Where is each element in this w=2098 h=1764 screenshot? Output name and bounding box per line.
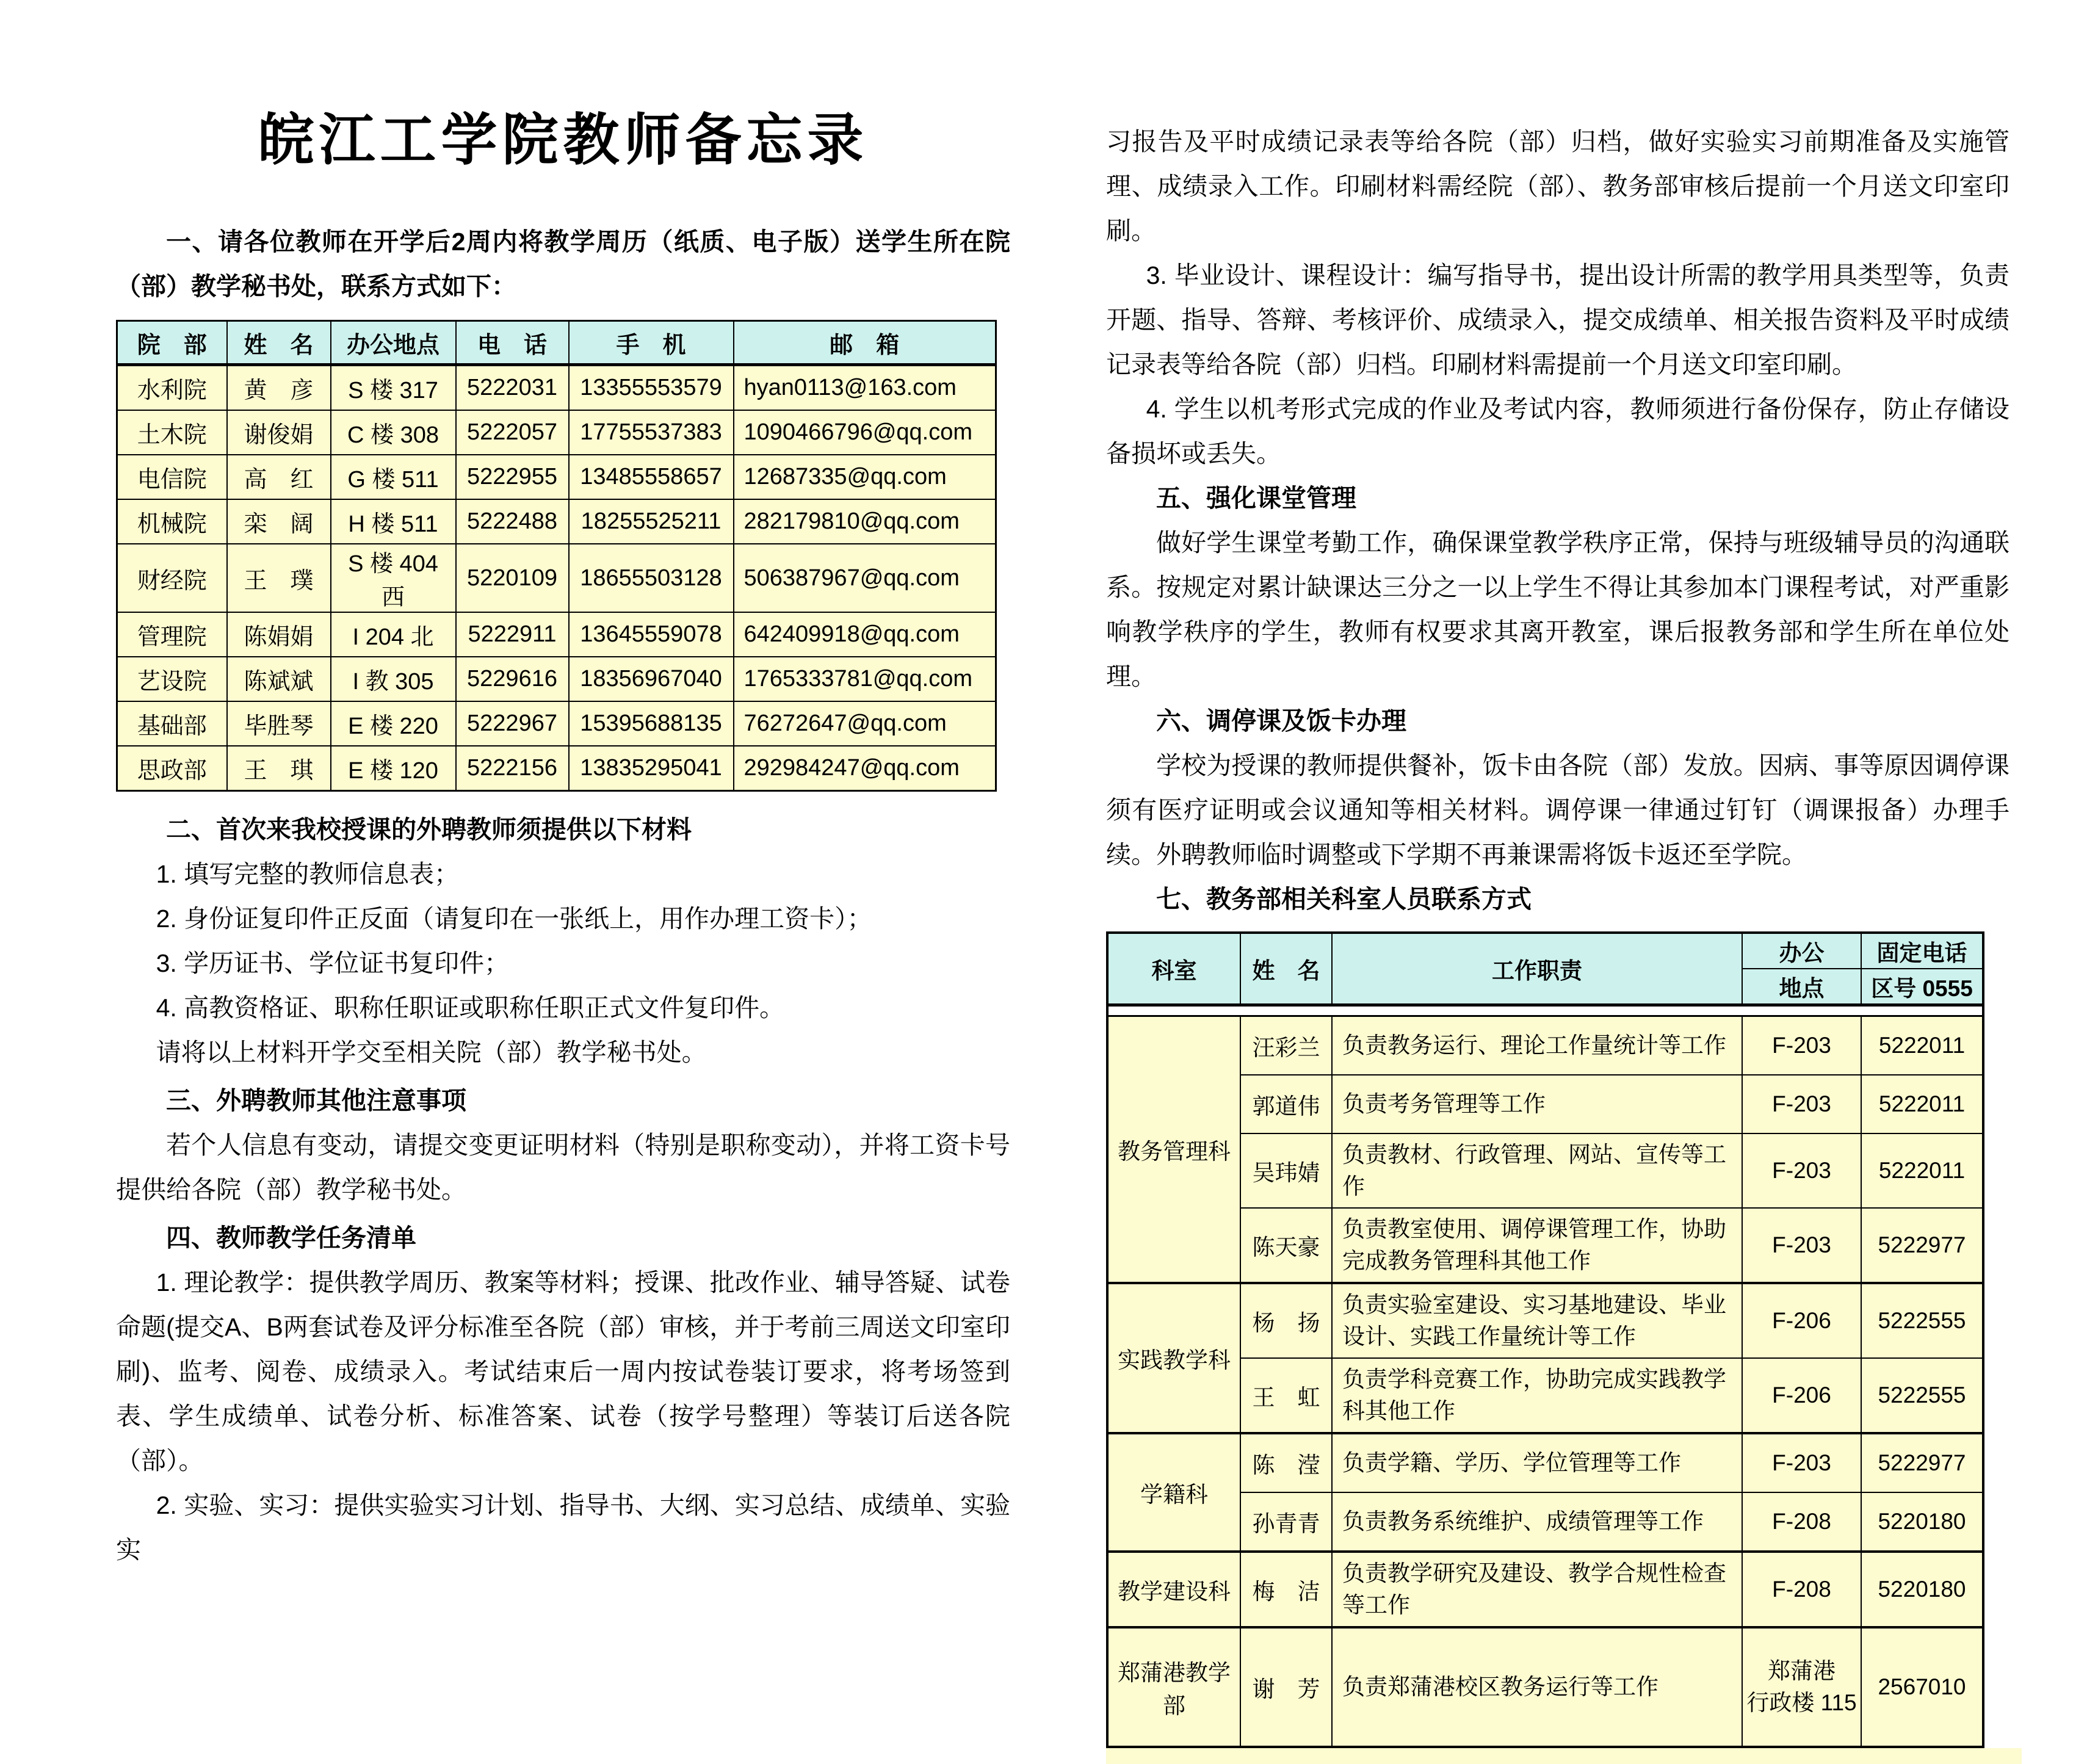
section-2-note: 请将以上材料开学交至相关院（部）教学秘书处。 [156, 1038, 707, 1066]
cell-email: 1090466796@qq.com [734, 410, 996, 455]
cell-name: 谢 芳 [1240, 1627, 1332, 1747]
cell-email: 1765333781@qq.com [734, 657, 996, 701]
cell-office: G 楼 511 [331, 455, 456, 499]
cell-duty: 负责教学研究及建设、教学合规性检查等工作 [1332, 1552, 1742, 1627]
table-row [1107, 1627, 1983, 1747]
cell-name: 陈斌斌 [227, 657, 331, 701]
cell-office: F-206 [1742, 1358, 1861, 1433]
section-5-body: 做好学生课堂考勤工作，确保课堂教学秩序正常，保持与班级辅导员的沟通联系。按规定对累计缺课达三分之一以上学生不得让其参加本门课程考试，对严重影响教学秩序的学生，教师有权要求其离开教室，课后报教务部和学生所在单位处理。 [1106, 529, 2009, 690]
right-column [1106, 120, 2009, 1764]
cell-mobile: 18255525211 [569, 499, 734, 544]
table-row [117, 499, 996, 544]
cell-duty: 负责实验室建设、实习基地建设、毕业设计、实践工作量统计等工作 [1332, 1283, 1742, 1358]
section-2-heading: 二、首次来我校授课的外聘教师须提供以下材料 [166, 815, 692, 844]
cell-phone: 5222977 [1861, 1208, 1983, 1283]
cell-phone: 5222967 [456, 701, 569, 746]
cell-phone: 5222955 [456, 455, 569, 499]
cell-dept: 艺设院 [117, 657, 227, 701]
cell-office: 郑蒲港 行政楼 115 [1742, 1627, 1861, 1747]
staff-header-row-1 [1107, 933, 1983, 969]
page-title: 皖江工学院教师备忘录 [258, 109, 869, 172]
section-5-heading: 五、强化课堂管理 [1156, 484, 1356, 512]
table-row [117, 365, 996, 411]
cell-email: hyan0113@163.com [734, 365, 996, 411]
section-6-body: 学校为授课的教师提供餐补，饭卡由各院（部）发放。因病、事等原因调停课须有医疗证明或会议通知等相关材料。调停课一律通过钉钉（调课报备）办理手续。外聘教师临时调整或下学期不再兼课需将饭卡返还至学院。 [1106, 751, 2009, 869]
table-row [117, 746, 996, 791]
cell-office: F-206 [1742, 1283, 1861, 1358]
section-4-item-3: 3. 毕业设计、课程设计：编写指导书，提出设计所需的教学用具类型等，负责开题、指导、答辩、考核评价、成绩录入，提交成绩单、相关报告资料及平时成绩记录表等给各院（部）归档。印刷材料需提前一个月送文印室印刷。 [1106, 261, 2009, 378]
cell-phone: 5222057 [456, 410, 569, 455]
cell-office: C 楼 308 [331, 410, 456, 455]
cell-dept: 思政部 [117, 746, 227, 791]
cell-name: 王 璞 [227, 544, 331, 612]
cell-email: 642409918@qq.com [734, 612, 996, 657]
cell-dept: 财经院 [117, 544, 227, 612]
cell-office: F-208 [1742, 1552, 1861, 1627]
cell-section: 实践教学科 [1107, 1283, 1240, 1433]
section-7-heading: 七、教务部相关科室人员联系方式 [1156, 885, 1532, 913]
cell-office: H 楼 511 [331, 499, 456, 544]
section-4-item-1: 1. 理论教学：提供教学周历、教案等材料；授课、批改作业、辅导答疑、试卷命题(提交A、B两套试卷及评分标准至各院（部）审核，并于考前三周送文印室印刷)、监考、阅卷、成绩录入。考试结束后一周内按试卷装订要求，将考场签到表、学生成绩单、试卷分析、标准答案、试卷（按学号整理）等装订后送各院（部）。 [116, 1268, 1010, 1475]
cell-office: S 楼 404 西 [331, 544, 456, 612]
cell-duty: 负责教务系统维护、成绩管理等工作 [1332, 1492, 1742, 1552]
cell-email: 292984247@qq.com [734, 746, 996, 791]
col-header-name: 姓 名 [1240, 933, 1332, 1005]
cell-name: 吴玮婧 [1240, 1133, 1332, 1208]
table-row [117, 410, 996, 455]
cell-mobile: 18655503128 [569, 544, 734, 612]
cell-office: F-203 [1742, 1075, 1861, 1133]
left-column [116, 104, 1010, 1572]
cell-section: 教务管理科 [1107, 1016, 1240, 1284]
cell-phone: 5220180 [1861, 1492, 1983, 1552]
cell-dept: 基础部 [117, 701, 227, 746]
cell-name: 陈天豪 [1240, 1208, 1332, 1283]
cell-name: 王 琪 [227, 746, 331, 791]
col-header-name: 姓 名 [227, 321, 331, 365]
cell-dept: 水利院 [117, 365, 227, 411]
cell-duty: 负责学科竞赛工作，协助完成实践教学科其他工作 [1332, 1358, 1742, 1433]
cell-mobile: 13645559078 [569, 612, 734, 657]
col-header-dept: 院 部 [117, 321, 227, 365]
cell-phone: 5222011 [1861, 1075, 1983, 1133]
cell-name: 陈 滢 [1240, 1433, 1332, 1492]
cell-office: E 楼 120 [331, 746, 456, 791]
cell-phone: 5222156 [456, 746, 569, 791]
cell-phone: 5222011 [1861, 1133, 1983, 1208]
section-2-item: 3. 学历证书、学位证书复印件； [156, 949, 510, 977]
cell-name: 王 虹 [1240, 1358, 1332, 1433]
cell-mobile: 17755537383 [569, 410, 734, 455]
cell-name: 陈娟娟 [227, 612, 331, 657]
col-header-duty: 工作职责 [1332, 933, 1742, 1005]
table-row [1107, 1433, 1983, 1492]
cell-email: 506387967@qq.com [734, 544, 996, 612]
cell-section: 郑蒲港教学部 [1107, 1627, 1240, 1747]
cell-mobile: 15395688135 [569, 701, 734, 746]
cell-name: 杨 扬 [1240, 1283, 1332, 1358]
section-3-body: 若个人信息有变动，请提交变更证明材料（特别是职称变动），并将工资卡号提供给各院（部）教学秘书处。 [116, 1131, 1010, 1204]
col-header-email: 邮 箱 [734, 321, 996, 365]
cell-dept: 电信院 [117, 455, 227, 499]
contact-table [116, 320, 997, 792]
cell-office: I 教 305 [331, 657, 456, 701]
cell-name: 谢俊娟 [227, 410, 331, 455]
cell-office: E 楼 220 [331, 701, 456, 746]
cell-name: 栾 阔 [227, 499, 331, 544]
cell-duty: 负责教务运行、理论工作量统计等工作 [1332, 1016, 1742, 1075]
cell-phone: 5229616 [456, 657, 569, 701]
cell-name: 郭道伟 [1240, 1075, 1332, 1133]
section-1-heading: 一、请各位教师在开学后2周内将教学周历（纸质、电子版）送学生所在院（部）教学秘书处，联系方式如下： [116, 228, 1010, 300]
cell-mobile: 13355553579 [569, 365, 734, 411]
cell-phone: 5222031 [456, 365, 569, 411]
cell-phone: 5222977 [1861, 1433, 1983, 1492]
table-spacer-row [1107, 1005, 1983, 1016]
cell-phone: 5222011 [1861, 1016, 1983, 1075]
cell-duty: 负责教室使用、调停课管理工作，协助完成教务管理科其他工作 [1332, 1208, 1742, 1283]
col-header-phone-bottom: 区号 0555 [1861, 969, 1983, 1005]
cell-duty: 负责教材、行政管理、网站、宣传等工作 [1332, 1133, 1742, 1208]
cell-phone: 5222911 [456, 612, 569, 657]
cell-duty: 负责学籍、学历、学位管理等工作 [1332, 1433, 1742, 1492]
cell-section: 教学建设科 [1107, 1552, 1240, 1627]
cell-name: 高 红 [227, 455, 331, 499]
cell-phone: 5222555 [1861, 1358, 1983, 1433]
cutoff-table-row-sliver [1106, 1748, 2022, 1764]
cell-email: 76272647@qq.com [734, 701, 996, 746]
col-header-mobile: 手 机 [569, 321, 734, 365]
section-2-item: 1. 填写完整的教师信息表； [156, 860, 460, 888]
cell-office: F-203 [1742, 1208, 1861, 1283]
table-row [117, 455, 996, 499]
cell-name: 孙青青 [1240, 1492, 1332, 1552]
cell-dept: 管理院 [117, 612, 227, 657]
cell-phone: 5222488 [456, 499, 569, 544]
cell-phone: 2567010 [1861, 1627, 1983, 1747]
contact-table-header-row [117, 321, 996, 365]
cell-email: 12687335@qq.com [734, 455, 996, 499]
section-4-heading: 四、教师教学任务清单 [166, 1224, 416, 1252]
cell-name: 毕胜琴 [227, 701, 331, 746]
cell-office: F-203 [1742, 1133, 1861, 1208]
table-row [117, 657, 996, 701]
cell-mobile: 13485558657 [569, 455, 734, 499]
cell-section: 学籍科 [1107, 1433, 1240, 1552]
section-2-item: 4. 高教资格证、职称任职证或职称任职正式文件复印件。 [156, 994, 785, 1022]
table-row [117, 544, 996, 612]
cell-email: 282179810@qq.com [734, 499, 996, 544]
cell-phone: 5222555 [1861, 1283, 1983, 1358]
cell-office: F-208 [1742, 1492, 1861, 1552]
cell-duty: 负责郑蒲港校区教务运行等工作 [1332, 1627, 1742, 1747]
cell-name: 汪彩兰 [1240, 1016, 1332, 1075]
cell-mobile: 18356967040 [569, 657, 734, 701]
col-header-office-top: 办公 [1742, 933, 1861, 969]
section-3-heading: 三、外聘教师其他注意事项 [166, 1086, 466, 1115]
table-row [1107, 1283, 1983, 1358]
table-row [117, 701, 996, 746]
cell-duty: 负责考务管理等工作 [1332, 1075, 1742, 1133]
cell-phone: 5220109 [456, 544, 569, 612]
cell-office: F-203 [1742, 1433, 1861, 1492]
col-header-section: 科室 [1107, 933, 1240, 1005]
cell-name: 黄 彦 [227, 365, 331, 411]
table-row [1107, 1016, 1983, 1075]
cell-name: 梅 洁 [1240, 1552, 1332, 1627]
item-2-continuation: 习报告及平时成绩记录表等给各院（部）归档，做好实验实习前期准备及实施管理、成绩录入工作。印刷材料需经院（部）、教务部审核后提前一个月送文印室印刷。 [1106, 128, 2009, 245]
cell-dept: 机械院 [117, 499, 227, 544]
section-4-item-2-partial: 2. 实验、实习：提供实验实习计划、指导书、大纲、实习总结、成绩单、实验实 [116, 1491, 1010, 1564]
cell-office: I 204 北 [331, 612, 456, 657]
col-header-office-bottom: 地点 [1742, 969, 1861, 1005]
table-row [1107, 1552, 1983, 1627]
staff-table [1106, 931, 1984, 1748]
cell-office: S 楼 317 [331, 365, 456, 411]
cell-phone: 5220180 [1861, 1552, 1983, 1627]
cell-office: F-203 [1742, 1016, 1861, 1075]
col-header-phone: 电 话 [456, 321, 569, 365]
section-6-heading: 六、调停课及饭卡办理 [1156, 707, 1406, 735]
section-2-item: 2. 身份证复印件正反面（请复印在一张纸上，用作办理工资卡）； [156, 905, 872, 933]
table-row [117, 612, 996, 657]
cell-mobile: 13835295041 [569, 746, 734, 791]
col-header-office: 办公地点 [331, 321, 456, 365]
section-4-item-4: 4. 学生以机考形式完成的作业及考试内容，教师须进行备份保存，防止存储设备损坏或丢失。 [1106, 395, 2009, 468]
cell-dept: 土木院 [117, 410, 227, 455]
col-header-phone-top: 固定电话 [1861, 933, 1983, 969]
